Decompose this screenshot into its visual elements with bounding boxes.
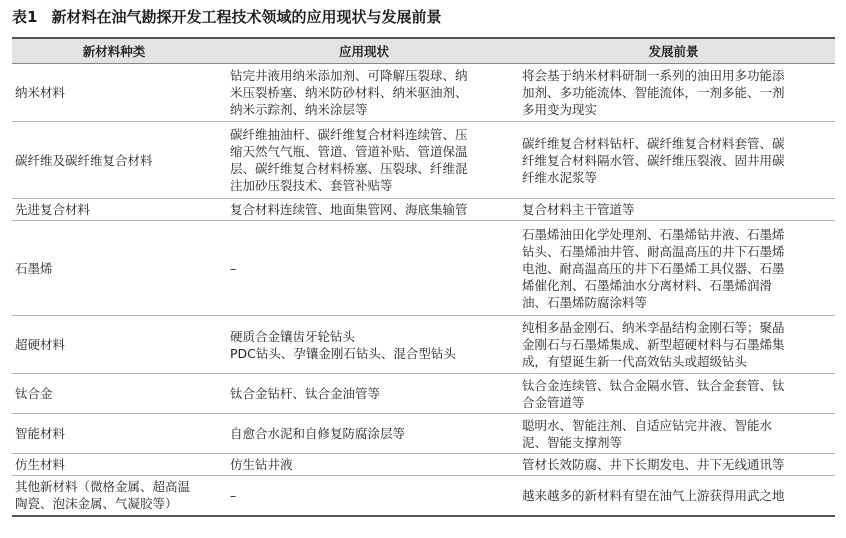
table-caption [12, 6, 441, 27]
application-status-cell [216, 374, 512, 414]
header-row [12, 38, 835, 64]
application-status-text: 钻完井液用纳米添加剂、可降解压裂球、纳 [230, 68, 468, 83]
development-prospect-text: 加剂、多功能流体、智能流体，一剂多能、一剂 [522, 85, 785, 100]
development-prospect-text: 合金管道等 [522, 394, 585, 410]
development-prospect-cell [512, 221, 835, 316]
header-application-status: 应用现状 [216, 38, 512, 64]
application-status-text: 硬质合金镶齿牙轮钻头 [230, 328, 356, 344]
development-prospect-text: 泥、智能支撑剂等 [522, 434, 623, 450]
development-prospect-text: 越来越多的新材料有望在油气上游获得用武之地 [522, 487, 785, 503]
application-status-cell [216, 199, 512, 221]
application-status-cell [216, 221, 512, 316]
table-header [12, 38, 835, 64]
development-prospect-cell [512, 476, 835, 516]
table-body [12, 64, 835, 516]
material-name-text: 碳纤维及碳纤维复合材料 [15, 152, 153, 168]
material-name-cell [12, 476, 216, 516]
table-number: 表1 [12, 8, 38, 26]
development-prospect-cell [512, 122, 835, 199]
development-prospect-text: 钛合金连续管、钛合金隔水管、钛合金套管、钛 [522, 377, 785, 393]
development-prospect-text: 成，有望诞生新一代高效钻头或超级钻头 [522, 354, 748, 369]
application-status-text: 米压裂桥塞、纳米防砂材料、纳米驱油剂、 [230, 85, 468, 100]
development-prospect-text: 烯催化剂、石墨烯油水分离材料、石墨烯润滑 [522, 277, 773, 293]
material-name-text: 先进复合材料 [15, 202, 91, 217]
table-row [12, 122, 835, 199]
development-prospect-text: 聪明水、智能注剂、自适应钻完井液、智能水 [522, 417, 773, 433]
application-status-text: PDC钻头、孕镶金刚石钻头、混合型钻头 [230, 345, 456, 361]
material-name-text: 其他新材料（微格金属、超高温 [15, 479, 191, 495]
development-prospect-cell [512, 374, 835, 414]
development-prospect-text: 纤维水泥浆等 [522, 169, 598, 185]
application-status-cell [216, 476, 512, 516]
material-name-cell [12, 221, 216, 316]
table-row [12, 64, 835, 122]
material-name-text: 仿生材料 [15, 457, 66, 472]
development-prospect-text: 纤维复合材料隔水管、碳纤维压裂液、固井用碳 [522, 152, 785, 168]
table-title: 新材料在油气勘探开发工程技术领域的应用现状与发展前景 [51, 8, 442, 26]
application-status-text: 自愈合水泥和自修复防腐涂层等 [230, 426, 406, 441]
application-status-cell [216, 122, 512, 199]
material-name-text: 石墨烯 [15, 260, 53, 276]
material-name-text: 陶瓷、泡沫金属、气凝胶等） [15, 496, 178, 512]
development-prospect-text: 复合材料主干管道等 [522, 202, 635, 217]
table-row [12, 374, 835, 414]
material-name-cell [12, 316, 216, 374]
development-prospect-text: 钻头、石墨烯油井管、耐高温高压的井下石墨烯 [522, 243, 785, 259]
application-status-cell [216, 454, 512, 476]
header-development-prospect: 发展前景 [512, 38, 835, 64]
development-prospect-cell [512, 199, 835, 221]
development-prospect-cell [512, 316, 835, 374]
application-status-text: 缩天然气气瓶、管道、管道补贴、管道保温 [230, 144, 468, 159]
development-prospect-text: 电池、耐高温高压的井下石墨烯工具仪器、石墨 [522, 260, 785, 276]
material-name-cell [12, 374, 216, 414]
application-status-cell [216, 316, 512, 374]
development-prospect-text: 碳纤维复合材料钻杆、碳纤维复合材料套管、碳 [522, 135, 785, 151]
application-status-text: 碳纤维抽油杆、碳纤维复合材料连续管、压 [230, 127, 468, 142]
development-prospect-text: 纯相多晶金刚石、纳米孪晶结构金刚石等；聚晶 [522, 320, 785, 335]
material-name-cell [12, 199, 216, 221]
development-prospect-cell [512, 414, 835, 454]
table-row [12, 476, 835, 516]
development-prospect-text: 将会基于纳米材料研制一系列的油田用多功能添 [522, 68, 785, 83]
material-name-text: 钛合金 [15, 386, 53, 401]
material-name-cell [12, 414, 216, 454]
development-prospect-text: 管材长效防腐、井下长期发电、井下无线通讯等 [522, 457, 785, 472]
application-status-text: 钛合金钻杆、钛合金油管等 [230, 386, 381, 401]
header-material-type: 新材料种类 [12, 38, 216, 64]
material-name-text: 超硬材料 [15, 337, 66, 352]
development-prospect-text: 金刚石与石墨烯集成、新型超硬材料与石墨烯集 [522, 337, 785, 352]
material-name-text: 纳米材料 [15, 85, 66, 100]
application-status-text: – [230, 487, 237, 503]
material-name-cell [12, 122, 216, 199]
table-row [12, 316, 835, 374]
application-status-text: 仿生钻井液 [230, 457, 293, 472]
materials-table [12, 37, 835, 517]
application-status-text: 纳米示踪剂、纳米涂层等 [230, 102, 368, 117]
application-status-text: 复合材料连续管、地面集管网、海底集输管 [230, 202, 468, 217]
table-row [12, 454, 835, 476]
development-prospect-text: 多用变为现实 [522, 102, 598, 117]
development-prospect-cell [512, 64, 835, 122]
material-name-cell [12, 64, 216, 122]
application-status-text: 注加砂压裂技术、套管补贴等 [230, 178, 393, 193]
application-status-text: 层、碳纤维复合材料桥塞、压裂球、纤维混 [230, 161, 468, 176]
application-status-cell [216, 64, 512, 122]
development-prospect-cell [512, 454, 835, 476]
table-row [12, 414, 835, 454]
application-status-text: – [230, 260, 237, 276]
table-row [12, 221, 835, 316]
development-prospect-text: 油、石墨烯防腐涂料等 [522, 294, 648, 310]
material-name-text: 智能材料 [15, 426, 66, 441]
material-name-cell [12, 454, 216, 476]
development-prospect-text: 石墨烯油田化学处理剂、石墨烯钻井液、石墨烯 [522, 226, 785, 242]
table-row [12, 199, 835, 221]
application-status-cell [216, 414, 512, 454]
